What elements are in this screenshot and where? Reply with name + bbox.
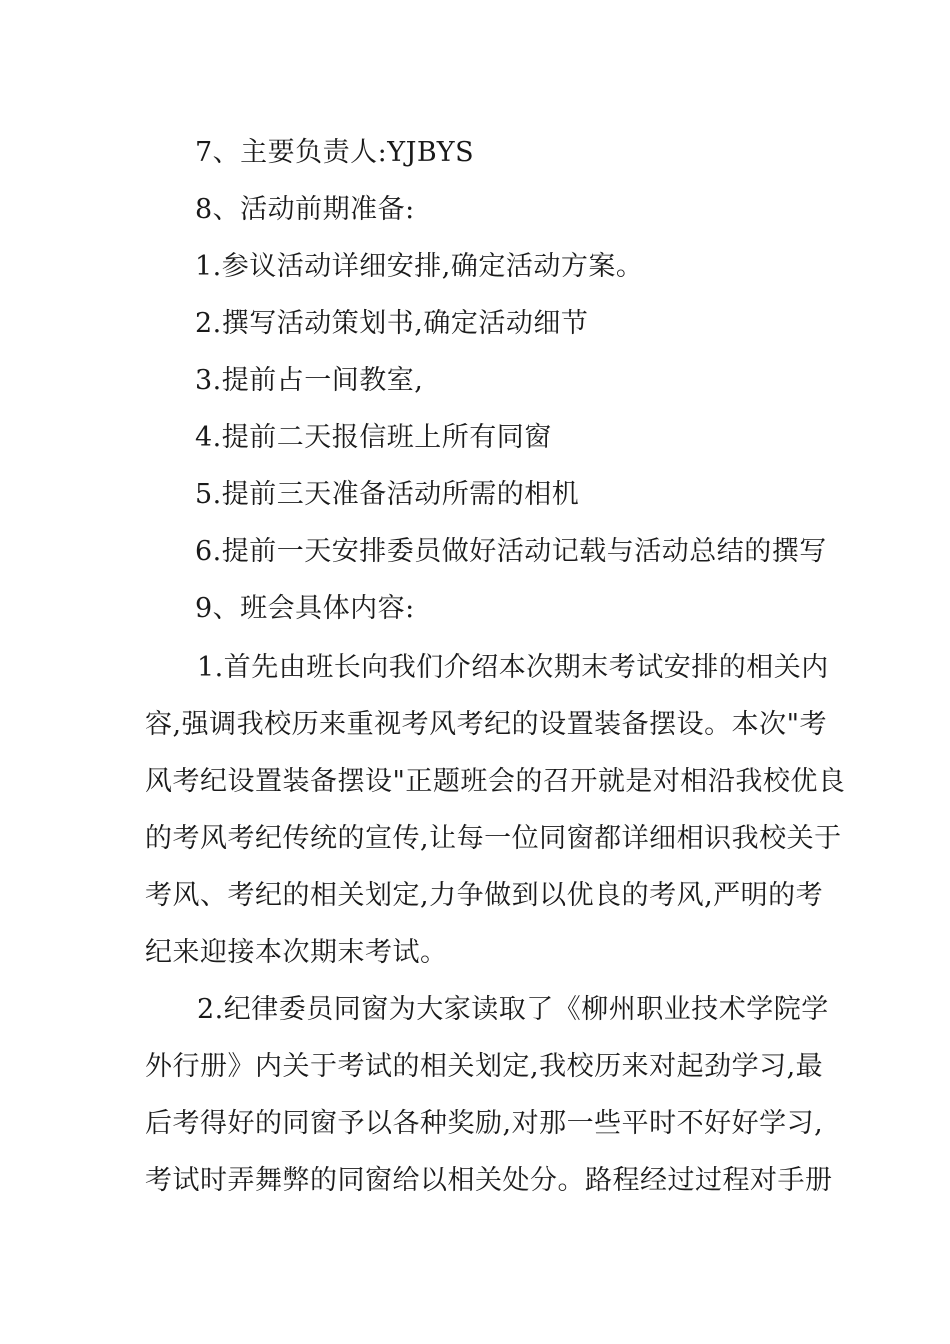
paragraph-1-line: 的考风考纪传统的宣传,让每一位同窗都详细相识我校关于 xyxy=(145,823,842,854)
prep-step-1: 1.参议活动详细安排,确定活动方案。 xyxy=(195,251,644,282)
paragraph-2-line: 2.纪律委员同窗为大家读取了《柳州职业技术学院学 xyxy=(197,994,829,1025)
paragraph-2-line: 外行册》内关于考试的相关划定,我校历来对起劲学习,最 xyxy=(145,1051,824,1082)
prep-step-5: 5.提前三天准备活动所需的相机 xyxy=(195,479,580,510)
item-9-meeting-content-heading: 9、班会具体内容: xyxy=(195,593,415,624)
item-7-responsible-person: 7、主要负责人:YJBYS xyxy=(195,137,475,168)
paragraph-1-line: 容,强调我校历来重视考风考纪的设置装备摆设。本次"考 xyxy=(145,709,828,740)
prep-step-2: 2.撰写活动策划书,确定活动细节 xyxy=(195,308,589,339)
paragraph-1-line: 纪来迎接本次期末考试。 xyxy=(145,937,448,968)
prep-step-6: 6.提前一天安排委员做好活动记载与活动总结的撰写 xyxy=(195,536,827,567)
prep-step-4: 4.提前二天报信班上所有同窗 xyxy=(195,422,552,453)
paragraph-1-line: 风考纪设置装备摆设"正题班会的召开就是对相沿我校优良 xyxy=(145,766,846,797)
paragraph-2-line: 后考得好的同窗予以各种奖励,对那一些平时不好好学习, xyxy=(145,1108,824,1139)
paragraph-1-line: 1.首先由班长向我们介绍本次期末考试安排的相关内 xyxy=(197,652,829,683)
paragraph-1-line: 考风、考纪的相关划定,力争做到以优良的考风,严明的考 xyxy=(145,880,824,911)
paragraph-2-line: 考试时弄舞弊的同窗给以相关处分。路程经过过程对手册 xyxy=(145,1165,833,1196)
prep-step-3: 3.提前占一间教室, xyxy=(195,365,424,396)
item-8-preparation-heading: 8、活动前期准备: xyxy=(195,194,415,225)
